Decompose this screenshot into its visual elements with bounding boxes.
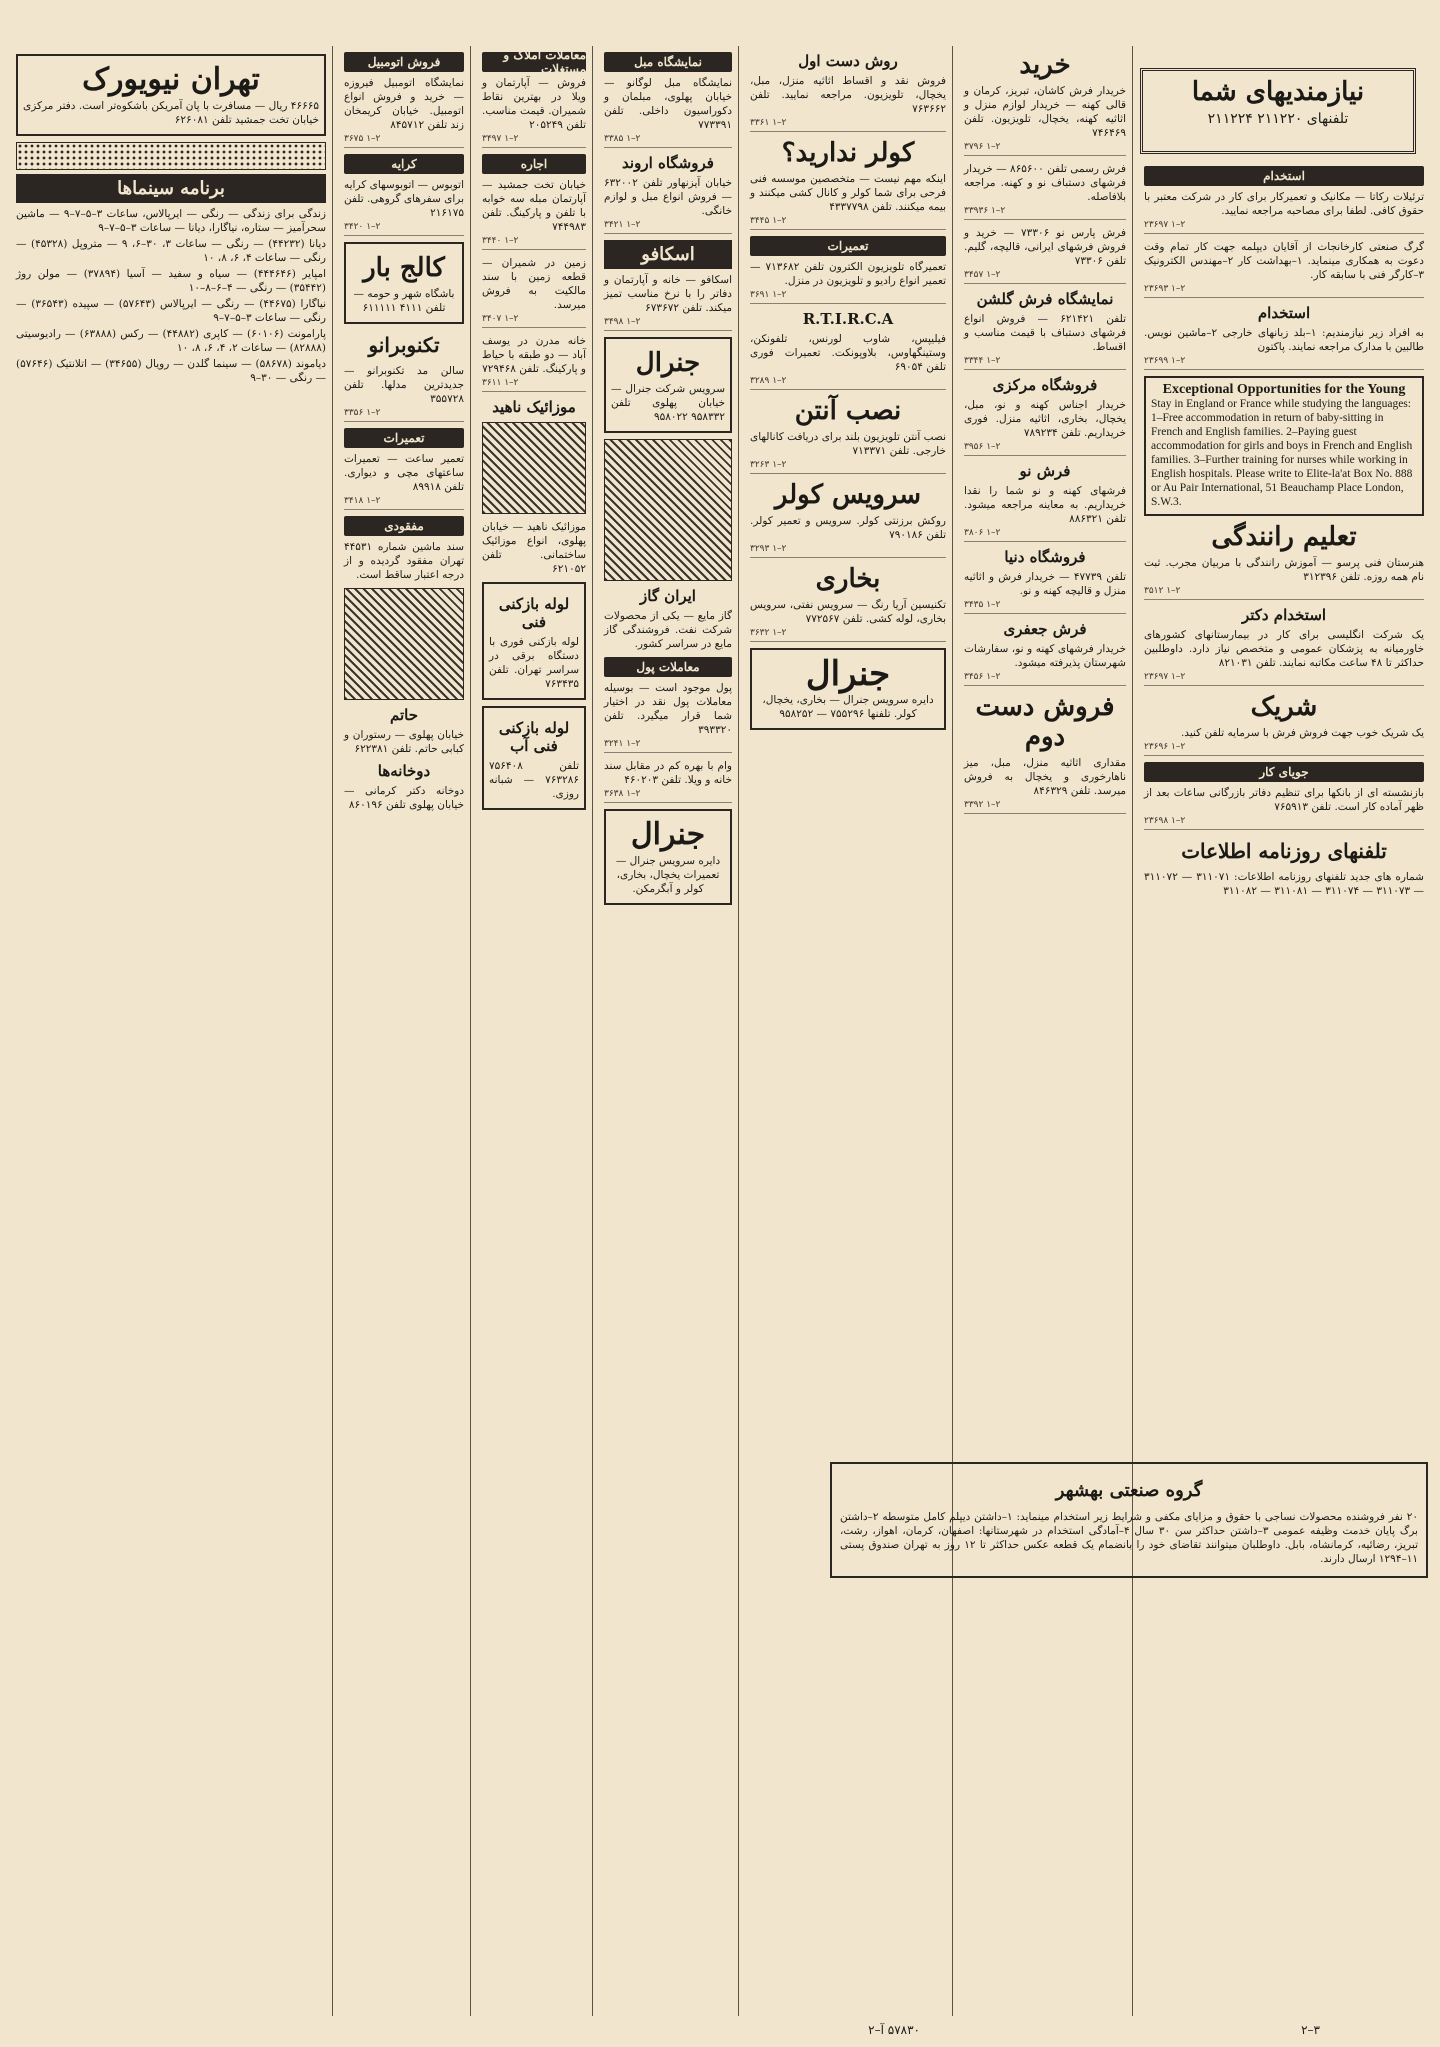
cinema-listing: زندگی برای زندگی — رنگی — ایرپالاس، ساعات ۳–۵–۷–۹ — ماشین سحرآمیز — ستاره، نیاگارا، دیانا — ساعات ۳–۵–۷–۹ <box>16 208 326 234</box>
ad-text: اتوبوس — اتوبوسهای کرایه برای سفرهای گروهی. تلفن ۲۱۶۱۷۵ <box>344 179 464 219</box>
section-header: استخدام <box>1144 166 1424 186</box>
cinema-listing: پارامونت (۶۰۱۰۶) — کاپری (۴۴۸۸۲) — رکس (۶۳۸۸۸) — رادیوسیتی (۸۲۸۸۸) — ساعات ۲، ۴، ۶، ۸، ۱۰ <box>16 328 326 354</box>
section-header: بخاری <box>815 564 881 594</box>
panam-ad-text: ۴۶۶۶۵ ریال — مسافرت با پان آمریکن باشکوه‌تر است. دفتر مرکزی خیابان تخت جمشید تلفن ۶۲۶۰۸۱ <box>23 100 319 126</box>
ad-text: خیابان تخت جمشید — آپارتمان مبله سه خوابه با تلفن و پارکینگ. تلفن ۷۴۴۹۸۳ <box>482 179 586 233</box>
english-ad <box>1144 376 1424 516</box>
ad-text: اسکافو — خانه و آپارتمان و دفاتر را با نرخ مناسب تمیز میکند. تلفن ۶۷۳۶۷۲ <box>604 274 732 314</box>
section-header: موزائیک ناهید <box>492 398 576 416</box>
section-header: نمایشگاه فرش گلشن <box>976 290 1114 308</box>
ad-text: تلفن ۴۷۷۳۹ — خریدار فرش و اثاثیه منزل و قالیچه کهنه و نو. <box>964 571 1127 597</box>
section-header: تلفنهای روزنامه اطلاعات <box>1181 839 1387 863</box>
section-header: روش دست اول <box>798 52 898 70</box>
ad-text: موزائیک ناهید — خیابان پهلوی، انواع موزائیک ساختمانی. تلفن ۶۲۱۰۵۲ <box>482 521 586 575</box>
pipe-ad-title: لوله بازکنی فنی آب <box>498 719 570 755</box>
panam-ad <box>16 54 326 136</box>
section-header: تعمیرات <box>344 428 464 448</box>
section-header: فروشگاه اروند <box>622 154 714 172</box>
section-header: جویای کار <box>1144 762 1424 782</box>
ad-text: خیابان آیزنهاور تلفن ۶۳۲۰۰۲ — فروش انواع مبل و لوازم خانگی. <box>604 177 732 217</box>
column-5 <box>476 46 592 2016</box>
ad-ref: ۳۴۵۷ ۱–۲ <box>964 270 1126 284</box>
ad-ref: ۳۷۹۶ ۱–۲ <box>964 142 1126 156</box>
ad-text: ترئیلات رکاتا — مکانیک و تعمیرکار برای کار در شرکت معتبر با حقوق کافی. لطفا برای مصاحبه مراجعه نمایید. <box>1144 191 1424 217</box>
section-header: اسکافو <box>604 240 732 269</box>
ad-text: فرش پارس نو ۷۳۳۰۶ — خرید و فروش فرشهای ایرانی، قالیچه، گلیم. تلفن ۷۳۳۰۶ <box>964 227 1126 267</box>
ad-text: زمین در شمیران — قطعه زمین با سند مالکیت به فروش میرسد. <box>482 257 586 311</box>
general-service-title: جنرال <box>630 817 706 852</box>
gas-illustration <box>604 439 732 581</box>
ad-ref: ۳۸۰۶ ۱–۲ <box>964 528 1126 542</box>
ad-ref: ۳۴۲۰ ۱–۲ <box>344 222 464 236</box>
ad-text: خریدار فرش کاشان، تبریز، کرمان و قالی کهنه — خریدار لوازم منزل و اثاثیه کهنه، یخچال، تلویزیون. تلفن ۷۴۶۴۶۹ <box>964 85 1126 139</box>
ad-ref: ۳۴۴۰ ۱–۲ <box>482 236 586 250</box>
ad-ref: ۳۴۹۷ ۱–۲ <box>482 134 586 148</box>
ad-ref: ۳۴۵۶ ۱–۲ <box>964 672 1126 686</box>
masthead-phones: تلفنهای ۲۱۱۲۲۰ ۲۱۱۲۲۴ <box>1207 111 1349 127</box>
col1-section <box>1144 304 1424 370</box>
ad-ref: ۳۵۱۲ ۱–۲ <box>1144 586 1424 600</box>
section-header: شریک <box>1250 692 1318 722</box>
section-header: استخدام <box>1257 304 1311 322</box>
general-ad-title: جنرال <box>805 654 891 694</box>
col1-section <box>1144 836 1424 898</box>
col1-section <box>1144 522 1424 600</box>
section-header: تعلیم رانندگی <box>1211 522 1357 552</box>
section-header: فروشگاه مرکزی <box>992 376 1098 394</box>
section-header: ایران گاز <box>640 587 696 605</box>
ad-text: بازنشسته ای از بانکها برای تنظیم دفاتر بازرگانی ساعات بعد از ظهر آماده کار است. تلفن ۷۶۵۹۱۳ <box>1144 787 1424 813</box>
notice-title: گروه صنعتی بهشهر <box>1055 1480 1203 1501</box>
column-4 <box>598 46 738 2016</box>
ad-ref: ۲۳۶۹۶ ۱–۲ <box>1144 742 1424 756</box>
section-header: نصب آنتن <box>794 396 902 426</box>
ad-ref: ۳۶۹۱ ۱–۲ <box>750 290 946 304</box>
section-header: تکنوبرانو <box>368 333 440 357</box>
ad-text: نمایشگاه اتومبیل فیروزه — خرید و فروش انواع اتومبیل. خیابان کریمخان زند تلفن ۸۴۵۷۱۲ <box>344 77 464 131</box>
column-6 <box>338 46 470 2016</box>
ad-ref: ۳۳۸۵ ۱–۲ <box>604 134 732 148</box>
column-7 <box>10 46 332 2016</box>
ad-ref: ۳۴۲۱ ۱–۲ <box>604 220 732 234</box>
ad-ref: ۳۲۸۹ ۱–۲ <box>750 376 946 390</box>
section-header: معاملات املاک و مستغلات <box>482 52 586 72</box>
column-1 <box>1138 160 1430 1450</box>
english-ad-title: Exceptional Opportunities for the Young <box>1162 382 1406 397</box>
ad-ref: ۳۴۴۵ ۱–۲ <box>750 216 946 230</box>
ad-ref: ۳۴۱۸ ۱–۲ <box>344 496 464 510</box>
col1-section <box>1144 606 1424 686</box>
ad-ref: ۳۳۶۱ ۱–۲ <box>750 118 946 132</box>
general-service-title: جنرال <box>635 348 701 378</box>
section-header: خرید <box>1019 50 1071 80</box>
general-service-ad <box>604 337 732 433</box>
cinema-listing: نیاگارا (۴۴۶۷۵) — رنگی — ایرپالاس (۵۷۶۴۳) — سپیده (۳۶۵۴۳) — رنگی — ساعات ۳–۵–۷–۹ <box>16 298 326 324</box>
page-footer <box>0 2017 1440 2047</box>
ad-text: خیابان پهلوی — رستوران و کبابی حاتم. تلفن ۶۲۲۳۸۱ <box>344 729 464 755</box>
ad-ref: ۳۴۳۵ ۱–۲ <box>964 600 1126 614</box>
general-service-ad-2 <box>604 809 732 905</box>
ad-ref: ۲۳۶۹۷ ۱–۲ <box>1144 672 1424 686</box>
ad-text: فرشهای کهنه و نو شما را نقدا خریداریم. به معاینه مراجعه میشود. تلفن ۸۸۶۳۲۱ <box>964 485 1126 525</box>
ad-text: مقداری اثاثیه منزل، مبل، میز ناهارخوری و یخچال به فروش میرسد. تلفن ۸۴۶۳۲۹ <box>964 757 1126 797</box>
mosaic-illustration <box>482 422 586 514</box>
section-header: فرش جعفری <box>1003 620 1087 638</box>
section-header: اجاره <box>482 154 586 174</box>
behshahr-notice <box>830 1462 1428 1578</box>
ad-text: فروش نقد و اقساط اثاثیه منزل، مبل، یخچال، تلویزیون. مراجعه نمایید. تلفن ۷۶۳۶۶۲ <box>750 75 946 115</box>
section-header: فرش نو <box>1019 462 1071 480</box>
ad-text: اینکه مهم نیست — متخصصین موسسه فنی فرحی برای شما کولر و کانال کشی میکنند و بیمه میکنند. تلفن ۴۳۳۷۷۹۸ <box>750 173 946 213</box>
column-3 <box>744 46 952 2016</box>
section-header: فروش اتومبیل <box>344 52 464 72</box>
college-bar-title: کالج بار <box>363 253 445 283</box>
section-header: استخدام دکتر <box>1241 606 1327 624</box>
ad-ref: ۳۳۹۳۶ ۱–۲ <box>964 206 1126 220</box>
notice-text: ۲۰ نفر فروشنده محصولات نساجی با حقوق و مزایای مکفی و شرایط زیر استخدام مینماید: ۱–داشتن دیپلم کامل متوسطه ۲–داشتن برگ پایان خدمت وظیفه عمومی ۳–داشتن حداکثر سن ۳۰ سال ۴–آمادگی استخدام در شهرستانها: اصفهان، کرمان، اهواز، رشت، تبریز، رضائیه، کرمانشاه، بابل. داوطلبان میتوانند تقاضای خود را بانضمام یک قطعه عکس حداکثر تا ۱۲ روز به تهران صندوق پستی ۱۱–۱۲۹۴ ارسال دارند. <box>840 1511 1419 1565</box>
pipe-ad-text: تلفن ۷۵۶۴۰۸ ۷۶۳۲۸۶ — شبانه روزی. <box>489 760 579 800</box>
ad-ref: ۳۲۴۱ ۱–۲ <box>604 739 732 753</box>
general-ad-text: دایره سرویس جنرال — بخاری، یخچال، کولر. تلفنها ۷۵۵۲۹۶ — ۹۵۸۲۵۲ <box>762 694 934 720</box>
ad-ref: ۲۳۶۹۹ ۱–۲ <box>1144 356 1424 370</box>
section-header: معاملات پول <box>604 657 732 677</box>
ad-text: به افراد زیر نیازمندیم: ۱–بلد زبانهای خارجی ۲–ماشین نویس. طالبین با مدارک مراجعه نمایند. پاکتون <box>1144 327 1424 353</box>
ad-text: نمایشگاه مبل لوگانو — خیابان پهلوی، مبلمان و دکوراسیون داخلی. تلفن ۷۷۳۳۹۱ <box>604 77 732 131</box>
ad-text: تعمیرگاه تلویزیون الکترون تلفن ۷۱۳۶۸۲ — تعمیر انواع رادیو و تلویزیون در منزل. <box>750 261 946 287</box>
ad-text: هنرستان فنی پرسو — آموزش رانندگی با مربیان مجرب. ثبت نام همه روزه. تلفن ۳۱۲۳۹۶ <box>1144 557 1424 583</box>
ad-text: روکش برزنتی کولر. سرویس و تعمیر کولر. تلفن ۷۹۰۱۸۶ <box>750 515 946 541</box>
english-ad-text: Stay in England or France while studying the languages: 1–Free accommodation in return of baby-sitting in French and English families. 2–Paying guest accommodation for girls and boys in French and English families. 3–Further training for nurses while working in English hospitals. Please write to Elite-la'at Box No. 888 or Au Pair International, 51 Beauchamp Place London, S.W.3. <box>1151 398 1413 508</box>
pipe-ad-title: لوله بازکنی فنی <box>498 595 570 631</box>
col1-section <box>1144 762 1424 830</box>
ad-text: سند ماشین شماره ۴۴۵۳۱ تهران مفقود گردیده و از درجه اعتبار ساقط است. <box>344 541 464 581</box>
ad-ref: ۳۳۹۲ ۱–۲ <box>964 800 1126 814</box>
ad-ref: ۳۶۳۸ ۱–۲ <box>604 789 732 803</box>
ad-text: دوخانه دکتر کرمانی — خیابان پهلوی تلفن ۸۶۰۱۹۶ <box>344 785 464 811</box>
ad-ref: ۳۲۹۳ ۱–۲ <box>750 544 946 558</box>
ad-ref: ۳۴۹۸ ۱–۲ <box>604 317 732 331</box>
college-bar-ad <box>344 242 464 324</box>
ad-text: فروش — آپارتمان و ویلا در بهترین نقاط شمیران. قیمت مناسب. تلفن ۲۰۵۲۴۹ <box>482 77 586 131</box>
general-ad <box>750 648 946 730</box>
ad-text: وام با بهره کم در مقابل سند خانه و ویلا. تلفن ۴۶۰۲۰۳ <box>604 760 732 786</box>
section-header: فروش دست دوم <box>975 692 1115 752</box>
ad-text: گاز مایع — یکی از محصولات شرکت نفت. فروشندگی گاز مایع در سراسر کشور. <box>604 610 732 650</box>
column-2 <box>958 46 1132 1426</box>
ad-text: تعمیر ساعت — تعمیرات ساعتهای مچی و دیواری. تلفن ۸۹۹۱۸ <box>344 453 464 493</box>
section-header: کرایه <box>344 154 464 174</box>
ad-text: فرش رسمی تلفن ۸۶۵۶۰۰ — خریدار فرشهای دستباف نو و کهنه. مراجعه بلافاصله. <box>964 163 1126 203</box>
section-header: سرویس کولر <box>774 480 922 510</box>
ad-ref: ۳۶۱۱ ۱–۲ <box>482 378 586 392</box>
section-header: فروشگاه دنیا <box>1004 548 1086 566</box>
ad-ref: ۲۳۶۹۷ ۱–۲ <box>1144 220 1424 234</box>
ad-text: پول موجود است — بوسیله معاملات پول نقد در اختیار شما قرار میگیرد. تلفن ۳۹۳۳۲۰ <box>604 682 732 736</box>
col1-section <box>1144 240 1424 298</box>
college-bar-text: باشگاه شهر و حومه — تلفن ۴۱۱۱ ۶۱۱۱۱۱ <box>353 288 455 314</box>
col1-section <box>1144 166 1424 234</box>
cinema-program-header: برنامه سینماها <box>16 174 326 203</box>
ad-ref: ۳۳۵۶ ۱–۲ <box>344 408 464 422</box>
general-service-text: دایره سرویس جنرال — تعمیرات یخچال، بخاری، کولر و آبگرمکن. <box>615 855 721 895</box>
ad-ref: ۳۲۶۳ ۱–۲ <box>750 460 946 474</box>
cinema-listing: دیاموند (۵۸۶۷۸) — سینما گلدن — رویال (۳۴۶۵۵) — اتلانتیک (۵۷۶۴۶) — رنگی — ۳۰–۹ <box>16 358 326 384</box>
ad-ref: ۳۳۴۴ ۱–۲ <box>964 356 1126 370</box>
ad-text: نصب آنتن تلویزیون بلند برای دریافت کانالهای خارجی. تلفن ۷۱۳۳۷۱ <box>750 431 946 457</box>
col1-section <box>1144 692 1424 756</box>
section-header: تعمیرات <box>750 236 946 256</box>
ad-text: خریدار فرشهای کهنه و نو، سفارشات شهرستان پذیرفته میشود. <box>964 643 1126 669</box>
ad-text: تکنیسین آریا رنگ — سرویس نفتی، سرویس بخاری، لوله کشی. تلفن ۷۷۲۵۶۷ <box>750 599 946 625</box>
general-service-text: سرویس شرکت جنرال — خیابان پهلوی تلفن ۹۵۸۳۳۲ ۹۵۸۰۲۲ <box>611 383 725 423</box>
cinema-listing: امپایر (۴۴۴۶۴۶) — سیاه و سفید — آسیا (۳۷۸۹۴) — مولن روژ (۳۵۴۴۲) — رنگی — ۴–۶–۸–۱۰ <box>16 268 327 294</box>
section-header: حاتم <box>389 706 418 724</box>
pipe-ad-2 <box>482 706 586 810</box>
ad-ref: ۲۳۶۹۸ ۱–۲ <box>1144 816 1424 830</box>
ad-text: خانه مدرن در یوسف آباد — دو طبقه با حیاط و پارکینگ. تلفن ۷۲۹۴۶۸ <box>482 335 586 375</box>
pipe-ad-text: لوله بازکنی فوری با دستگاه برقی در سراسر تهران. تلفن ۷۶۳۴۳۵ <box>489 636 579 690</box>
ad-text: یک شرکت انگلیسی برای کار در بیمارستانهای کشورهای خاورمیانه به پزشکان عمومی و متخصص نیاز دارد. داوطلبین حداکثر تا ۴۸ ساعت مکاتبه نمایند. تلفن ۸۲۱۰۳۱ <box>1144 629 1424 669</box>
ad-text: خریدار اجناس کهنه و نو، مبل، یخچال، بخاری، اثاثیه منزل. فوری خریداریم. تلفن ۷۸۹۲۳۴ <box>964 399 1126 439</box>
record-illustration <box>344 588 464 700</box>
ad-ref: ۳۶۳۲ ۱–۲ <box>750 628 946 642</box>
ad-ref: ۳۹۵۶ ۱–۲ <box>964 442 1126 456</box>
masthead-banner <box>1140 68 1416 154</box>
section-header: R.T.I.R.C.A <box>802 310 894 328</box>
footer-ref: ۵۷۸۳۰ آ–۲ <box>868 2023 920 2037</box>
ad-text: فیلیپس، شاوب لورنس، تلفونکن، وستینگهاوس، بلاوپونکت. تعمیرات فوری تلفن ۶۹۰۵۴ <box>750 333 946 373</box>
ad-text: یک شریک خوب جهت فروش فرش با سرمایه تلفن کنید. <box>1180 727 1424 739</box>
cinema-listing: دیانا (۴۴۲۳۲) — رنگی — ساعات ۳، ۳۰–۶، ۹ — متروپل (۴۵۳۲۸) — رنگی — ساعات ۴، ۶، ۸، ۱۰ <box>16 238 326 264</box>
ad-ref: ۲۳۶۹۳ ۱–۲ <box>1144 284 1424 298</box>
ad-text: گرگ صنعتی کارخانجات از آقایان دیپلمه جهت کار تمام وقت دعوت به همکاری مینماید. ۱–بهداشت کار ۲–مهندس الکترونیک ۳–کارگر فنی با سابقه کار. <box>1144 241 1424 281</box>
masthead-title: نیازمندیهای شما <box>1191 77 1365 107</box>
section-header: دوخانه‌ها <box>377 762 431 780</box>
ad-text: تلفن ۶۲۱۴۲۱ — فروش انواع فرشهای دستباف با قیمت مناسب و اقساط. <box>964 313 1126 353</box>
cinema-banner-pattern <box>16 142 326 170</box>
section-header: مفقودی <box>344 516 464 536</box>
page-number: ۳–۲ <box>1301 2023 1320 2037</box>
section-header: نمایشگاه مبل <box>604 52 732 72</box>
pipe-ad <box>482 582 586 700</box>
ad-ref: ۳۶۷۵ ۱–۲ <box>344 134 464 148</box>
ad-text: شماره های جدید تلفنهای روزنامه اطلاعات: ۳۱۱۰۷۱ — ۳۱۱۰۷۲ — ۳۱۱۰۷۳ — ۳۱۱۰۷۴ — ۳۱۱۰۸۱ — ۳۱۱۰۸۲ <box>1144 871 1424 897</box>
panam-ad-title: تهران نیویورک <box>82 62 260 97</box>
section-header: کولر ندارید؟ <box>781 138 915 168</box>
ad-ref: ۳۴۰۷ ۱–۲ <box>482 314 586 328</box>
ad-text: سالن مد تکنوبرانو — جدیدترین مدلها. تلفن ۳۵۵۷۲۸ <box>344 365 464 405</box>
